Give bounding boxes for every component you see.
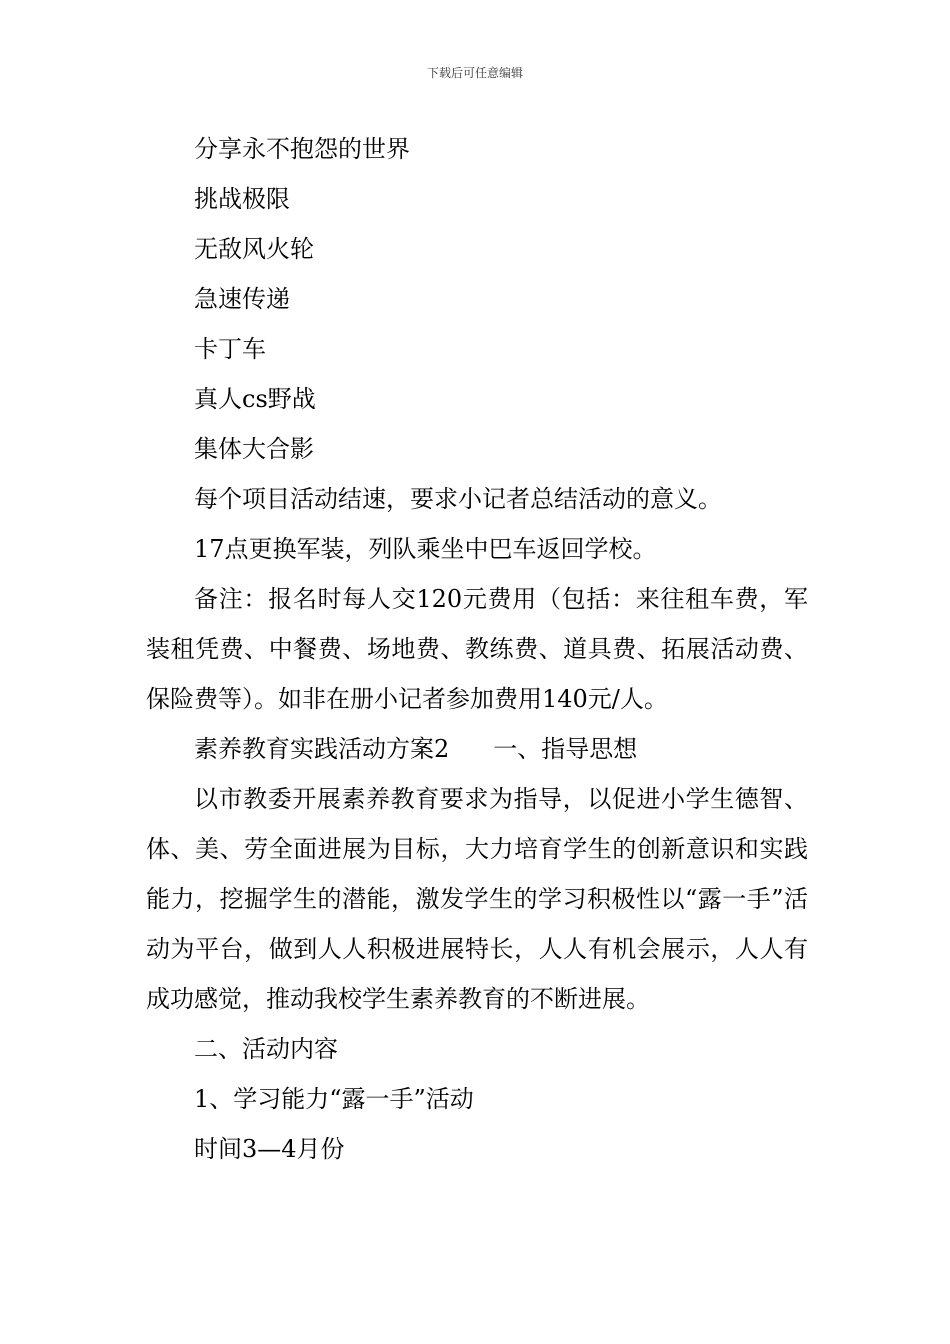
text-line: 急速传递: [194, 285, 290, 313]
document-body: [146, 124, 808, 1174]
text-line: 卡丁车: [194, 335, 266, 363]
note-paragraph: 备注：报名时每人交120元费用（包括：来往租车费，军装租凭费、中餐费、场地费、教练费、道具费、拓展活动费、保险费等）。如非在册小记者参加费用140元/人。: [146, 585, 808, 713]
section-heading: 一、指导思想: [493, 735, 638, 763]
text-line: 时间3—4月份: [194, 1135, 345, 1163]
text-line: 集体大合影: [194, 435, 314, 463]
text-line: 17点更换军装，列队乘坐中巴车返回学校。: [194, 535, 657, 563]
section-heading: 二、活动内容: [194, 1035, 338, 1063]
section-title: 素养教育实践活动方案2: [194, 735, 450, 763]
text-line: 无敌风火轮: [194, 235, 314, 263]
list-item: 1、学习能力“露一手”活动: [194, 1085, 474, 1113]
section-title-line: [146, 724, 808, 774]
text-line: 分享永不抱怨的世界: [194, 135, 410, 163]
page-header: 下载后可任意编辑: [426, 66, 523, 80]
guiding-paragraph: 以市教委开展素养教育要求为指导，以促进小学生德智、体、美、劳全面进展为目标，大力培育学生的创新意识和实践能力，挖掘学生的潜能，激发学生的学习积极性以“露一手”活动为平台，做到人人积极进展特长，人人有机会展示，人人有成功感觉，推动我校学生素养教育的不断进展。: [146, 785, 808, 1013]
text-line: 每个项目活动结速，要求小记者总结活动的意义。: [194, 485, 722, 513]
text-line: 挑战极限: [194, 185, 290, 213]
text-line: 真人cs野战: [194, 385, 316, 413]
